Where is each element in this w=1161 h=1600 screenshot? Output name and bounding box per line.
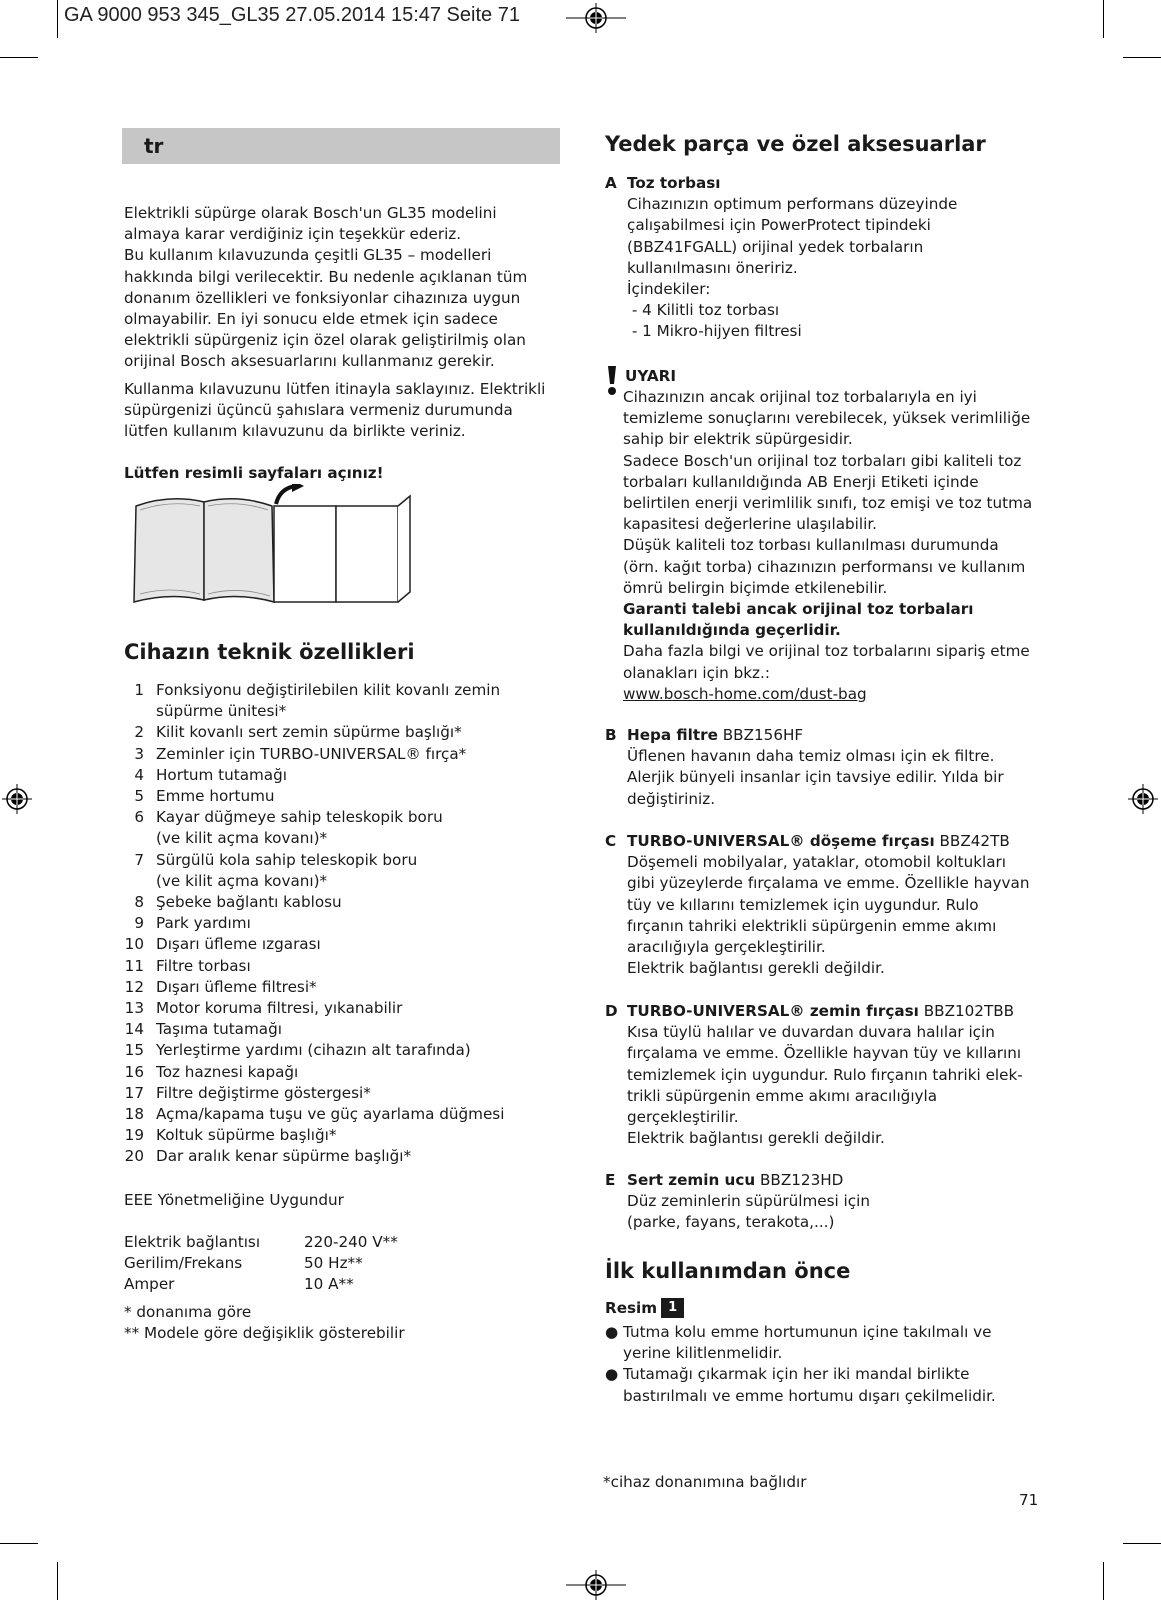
feature-item: 20 Dar aralık kenar süpürme başlığı* <box>124 1147 412 1166</box>
footnotes: * donanıma göre ** Modele göre değişiklik gösterebilir <box>124 1303 405 1343</box>
intro-paragraph-1: Elektrikli süpürge olarak Bosch'un GL35 modelini almaya karar verdiğiniz için teşekkür ederiz. Bu kullanım kılavuzunda çeşitli GL35 – modelleri hakkında bilgi verilecektir. Bu nedenle açıklanan tüm donanım özellikleri ve fonksiyonlar cihazınıza uygun olmayabilir. En iyi sonucu elde etmek için sadece elektrikli süpürgeniz için özel olarak geliştirilmiş olan orijinal Bosch aksesuarlarını kullanmanız gerekir. <box>124 204 528 371</box>
registration-mark-icon <box>566 3 626 33</box>
warning-title: UYARI <box>625 367 676 385</box>
figure-reference: Resim 1 <box>605 1298 684 1319</box>
list-item: ● Tutamağı çıkarmak için her iki mandal birlikte bastırılmalı ve emme hortumu dışarı çekilmelidir. <box>605 1365 996 1405</box>
registration-mark-icon <box>566 1570 626 1600</box>
eee-note: EEE Yönetmeliğine Uygundur <box>124 1191 344 1209</box>
feature-item-continuation: (ve kilit açma kovanı)* <box>156 829 328 848</box>
feature-item-continuation: (ve kilit açma kovanı)* <box>156 871 328 890</box>
feature-item: 17 Filtre değiştirme göstergesi* <box>124 1083 371 1102</box>
page-number: 71 <box>1019 1491 1039 1509</box>
first-use-bullets <box>605 1322 996 1407</box>
open-pages-note: Lütfen resimli sayfaları açınız! <box>124 464 384 482</box>
figure-number-badge: 1 <box>661 1298 684 1318</box>
feature-item: 2 Kilit kovanlı sert zemin süpürme başlığı* <box>134 723 462 742</box>
feature-item-continuation: süpürme ünitesi* <box>156 702 287 721</box>
intro-paragraph-2: Kullanma kılavuzunu lütfen itinayla saklayınız. Elektrikli süpürgenizi üçüncü şahıslara vermeniz durumunda lütfen kullanım kılavuzunu da birlikte veriniz. <box>124 380 546 441</box>
warning-exclamation-icon <box>605 364 619 398</box>
list-item: ● Tutma kolu emme hortumunun içine takılmalı ve yerine kilitlenmelidir. <box>605 1323 992 1363</box>
spec-row: Gerilim/Frekans 50 Hz** <box>124 1254 363 1273</box>
feature-item: 14 Taşıma tutamağı <box>124 1020 282 1039</box>
feature-item: 11 Filtre torbası <box>124 956 251 975</box>
registration-mark-icon <box>1128 784 1158 814</box>
feature-item: 8 Şebeke bağlantı kablosu <box>134 893 342 912</box>
spare-parts-heading: Yedek parça ve özel aksesuarlar <box>605 132 986 156</box>
print-header: GA 9000 953 345_GL35 27.05.2014 15:47 Seite 71 <box>64 4 520 26</box>
dust-bag-link[interactable]: www.bosch-home.com/dust-bag <box>623 684 867 703</box>
feature-list <box>122 680 562 1168</box>
spec-table <box>124 1232 398 1296</box>
registration-mark-icon <box>2 784 32 814</box>
feature-item: 12 Dışarı üfleme filtresi* <box>124 977 317 996</box>
feature-item: 18 Açma/kapama tuşu ve güç ayarlama düğmesi <box>124 1105 505 1124</box>
language-bar <box>122 128 560 164</box>
feature-item: 5 Emme hortumu <box>134 787 275 806</box>
tech-heading: Cihazın teknik özellikleri <box>124 640 415 664</box>
first-use-heading: İlk kullanımdan önce <box>605 1259 851 1283</box>
feature-item: 10 Dışarı üfleme ızgarası <box>124 935 321 954</box>
feature-item: 1 Fonksiyonu değiştirilebilen kilit kovanlı zemin <box>134 681 501 699</box>
feature-item: 16 Toz haznesi kapağı <box>124 1062 299 1081</box>
feature-item: 6 Kayar düğmeye sahip teleskopik boru <box>134 808 443 827</box>
warning-text: Cihazınızın ancak orijinal toz torbalarıyla en iyi temizleme sonuçlarını verebilecek, yüksek verimliliğe sahip bir elektrik süpürgesidir. Sadece Bosch'un orijinal toz torbaları gibi kaliteli toz torbaları kullanıldığında AB Enerji Etiketi içinde belirtilen enerji verimlilik sınıfı, toz emişi ve toz tutma kapasitesi değerlerine ulaşılabilir. Düşük kaliteli toz torbası kullanılması durumunda (örn. kağıt torba) cihazınızın performansı ve kullanım ömrü belirgin biçimde etkilenebilir. Garanti talebi ancak orijinal toz torbaları kullanıldığında geçerlidir. Daha fazla bilgi ve orijinal toz torbalarını sipariş etme olanakları için bkz.: www.bosch-home.com/dust-bag <box>623 388 1033 703</box>
feature-item: 13 Motor koruma filtresi, yıkanabilir <box>124 999 403 1018</box>
feature-item: 15 Yerleştirme yardımı (cihazın alt tarafında) <box>124 1041 471 1060</box>
device-footnote: *cihaz donanımına bağlıdır <box>603 1473 807 1491</box>
spec-row: Amper 10 A** <box>124 1275 354 1294</box>
feature-item: 9 Park yardımı <box>134 914 251 933</box>
feature-item: 7 Sürgülü kola sahip teleskopik boru <box>134 850 418 869</box>
feature-item: 4 Hortum tutamağı <box>134 765 287 784</box>
spec-row: Elektrik bağlantısı 220-240 V** <box>124 1233 398 1251</box>
feature-item: 3 Zeminler için TURBO-UNIVERSAL® fırça* <box>134 744 467 763</box>
fold-out-pages-icon <box>130 484 420 606</box>
language-tag: tr <box>144 134 164 158</box>
feature-item: 19 Koltuk süpürme başlığı* <box>124 1126 337 1145</box>
